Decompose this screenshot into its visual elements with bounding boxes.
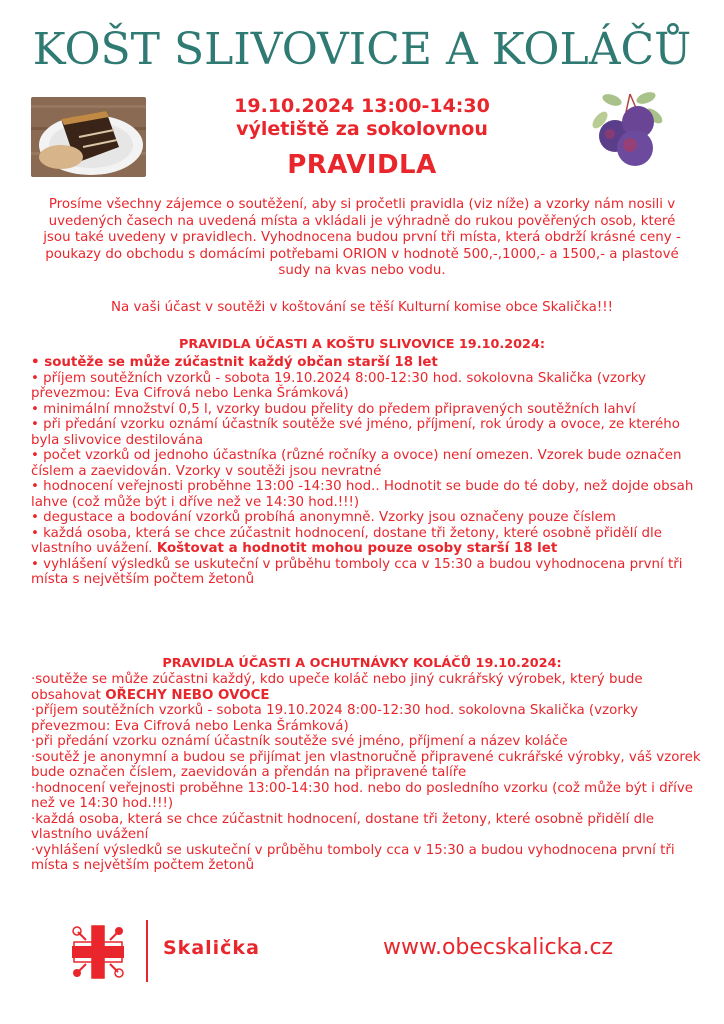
slivovice-rule-item: • při předání vzorku oznámí účastník soutěže své jméno, příjmení, rok úrody a ovoce, ze kterého byla slivovice destilována <box>31 417 680 448</box>
slivovice-heading: PRAVIDLA ÚČASTI A KOŠTU SLIVOVICE 19.10.2024: <box>179 337 545 352</box>
event-place: výletiště za sokolovnou <box>236 118 488 140</box>
footer-municipality-name: Skalička <box>163 937 260 959</box>
kolace-heading: PRAVIDLA ÚČASTI A OCHUTNÁVKY KOLÁČŮ 19.10.2024: <box>162 656 562 671</box>
kolace-rule-item: ·příjem soutěžních vzorků - sobota 19.10.2024 8:00-12:30 hod. sokolovna Skalička (vzorky převezmou: Eva Cifrová nebo Lenka Šrámková) <box>31 703 639 734</box>
slivovice-rule-item: • degustace a bodování vzorků probíhá anonymně. Vzorky jsou označeny pouze číslem <box>31 510 616 525</box>
intro-paragraph: Prosíme všechny zájemce o soutěžení, aby si pročetli pravidla (viz níže) a vzorky nám nosili v uvedených časech na uvedená místa a vkládali je výhradně do rukou pověřených osob, které jsou také uvedeny v pravidlech. Vyhodnocena budou první tři místa, která obdrží krásné ceny -poukazy do obchodu s domácími potřebami ORION v hodnotě 500,-,1000,- a 1500,- a plastové sudy na kvas nebo vodu. <box>43 197 681 278</box>
slivovice-rule-item: • příjem soutěžních vzorků - sobota 19.10.2024 8:00-12:30 hod. sokolovna Skalička (vzorky převezmou: Eva Cifrová nebo Lenka Šrámková) <box>31 370 646 401</box>
event-datetime: 19.10.2024 13:00-14:30 <box>234 95 490 117</box>
rules-heading: PRAVIDLA <box>287 150 437 180</box>
kolace-rule-item: ·každá osoba, která se chce zúčastnit hodnocení, dostane tři žetony, které osobně přidělí dle vlastního uvážení <box>31 811 655 842</box>
slivovice-rule-item: • vyhlášení výsledků se uskuteční v průběhu tomboly cca v 15:30 a budou vyhodnocena první tři místa s největším počtem žetonů <box>31 556 683 587</box>
kolace-rules <box>31 672 703 874</box>
slivovice-rules <box>31 355 703 588</box>
kolace-rule-item: ·soutěž je anonymní a budou se přijímat jen vlastnoručně připravené cukrářské výrobky, váš vzorek bude označen číslem, zaevidován a přendán na připravené talíře <box>31 749 701 780</box>
kolace-rule-item: ·hodnocení veřejnosti proběhne 13:00-14:30 hod. nebo do posledního vzorku (což může být i dříve než ve 14:30 hod.!!!) <box>31 780 694 811</box>
first-rule-text: ·soutěže se může zúčastni každý, kdo upeče koláč nebo jiný cukrářský výrobek, který bude obsahovat <box>31 672 643 703</box>
slivovice-rule-item: • hodnocení veřejnosti proběhne 13:00 -14:30 hod.. Hodnotit se bude do té doby, než dojde obsah lahve (což může být i dříve než ve 14:30 hod.!!!) <box>31 479 694 510</box>
slivovice-rule-item: • minimální množství 0,5 l, vzorky budou přelity do předem připravených soutěžních lahví <box>31 401 636 417</box>
slivovice-rule-item: • počet vzorků od jednoho účastníka (různé ročníky a ovoce) není omezen. Vzorek bude označen číslem a zaevidován. Vzorky v soutěži jsou nevratné <box>31 448 682 479</box>
footer-divider <box>146 920 148 982</box>
coat-of-arms-icon <box>70 924 126 980</box>
intro-closing: Na vaši účast v soutěži v koštování se těší Kulturní komise obce Skalička!!! <box>111 300 613 315</box>
slivovice-rule-item <box>31 526 703 557</box>
event-info <box>0 95 724 141</box>
kolace-rule-item: ·při předání vzorku oznámí účastník soutěže své jméno, příjmení a název koláče <box>31 734 568 749</box>
kolace-rule-item <box>31 672 703 703</box>
slivovice-rule-item: • soutěže se může zúčastnit každý občan starší 18 let <box>31 355 438 370</box>
footer-website-link[interactable]: www.obecskalicka.cz <box>383 935 614 960</box>
skalicka-logo <box>70 924 126 980</box>
tokens-text: • každá osoba, která se chce zúčastnit hodnocení, dostane tři žetony, které osobně přidělí dle vlastního uvážení. <box>31 525 662 556</box>
age-restriction-text: Koštovat a hodnotit mohou pouze osoby starší 18 let <box>156 541 558 556</box>
poster-title: KOŠT SLIVOVICE A KOLÁČŮ <box>32 24 692 75</box>
kolace-rule-item: ·vyhlášení výsledků se uskuteční v průběhu tomboly cca v 15:30 a budou vyhodnocena první tři místa s největším počtem žetonů <box>31 842 675 873</box>
nuts-fruit-text: OŘECHY NEBO OVOCE <box>105 687 270 703</box>
